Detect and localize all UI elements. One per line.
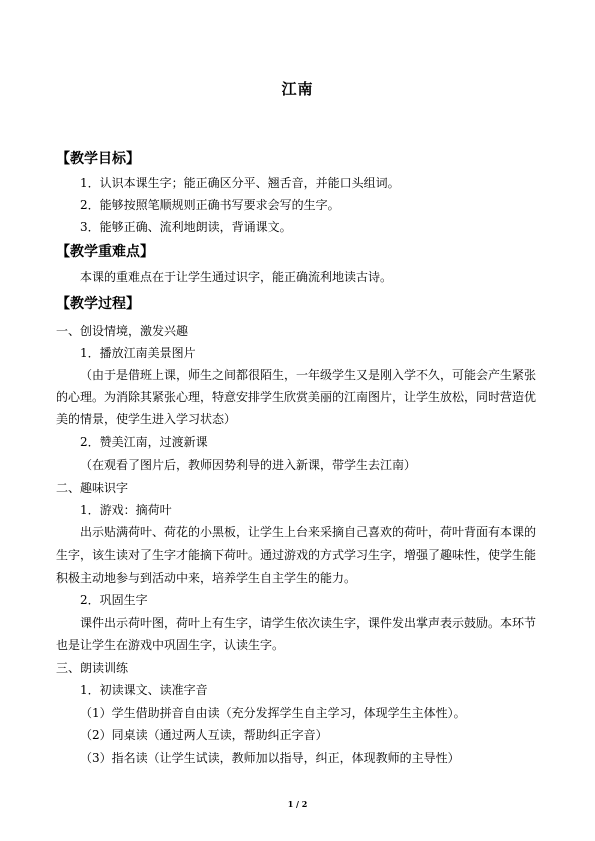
process-part3-sub1: （1）学生借助拼音自由读（充分发挥学生自主学习，体现学生主体性）。 (80, 706, 466, 720)
process-part3-title: 三、朗读训练 (56, 661, 129, 675)
process-part1-para1-line2: 的心理。为消除其紧张心理，特意安排学生欣赏美丽的江南图片，让学生放松，同时营造优 (56, 390, 537, 404)
section-heading-objectives: 【教学目标】 (56, 151, 140, 167)
page-number: 1 / 2 (287, 799, 308, 809)
document-title: 江南 (281, 80, 314, 98)
process-part2-step1: 1．游戏：摘荷叶 (80, 503, 172, 517)
process-part2-step2: 2．巩固生字 (80, 593, 148, 607)
process-part2-title: 二、趣味识字 (56, 481, 129, 495)
objective-item-2: 2．能够按照笔顺规则正确书写要求会写的生字。 (80, 198, 340, 212)
process-part2-para2-line2: 也是让学生在游戏中巩固生字，认读生字。 (56, 638, 285, 652)
process-part2-para1-line1: 出示贴满荷叶、荷花的小黑板，让学生上台来采摘自己喜欢的荷叶，荷叶背面有本课的 (80, 525, 537, 539)
process-part2-para1-line3: 积极主动地参与到活动中来，培养学生自主学生的能力。 (56, 571, 357, 585)
process-part3-step1: 1．初读课文、读准字音 (80, 683, 208, 697)
key-points-text: 本课的重难点在于让学生通过识字，能正确流利地读古诗。 (80, 270, 393, 284)
section-heading-key-points: 【教学重难点】 (56, 244, 154, 260)
objective-item-3: 3．能够正确、流利地朗读，背诵课文。 (80, 220, 292, 234)
objective-item-1: 1．认识本课生字；能正确区分平、翘舌音，并能口头组词。 (80, 176, 400, 190)
process-part3-sub3: （3）指名读（让学生试读，教师加以指导，纠正，体现教师的主导性） (80, 751, 460, 765)
process-part3-sub2: （2）同桌读（通过两人互读，帮助纠正字音） (80, 728, 328, 742)
process-part1-step2: 2．赞美江南，过渡新课 (80, 435, 208, 449)
process-part1-title: 一、创设情境，激发兴趣 (56, 324, 189, 338)
process-part1-para1-line3: 美的情景，使学生进入学习状态） (56, 412, 237, 426)
process-part1-para1-line1: （由于是借班上课，师生之间都很陌生，一年级学生又是刚入学不久，可能会产生紧张 (80, 368, 537, 382)
process-part2-para1-line2: 生字，该生读对了生字才能摘下荷叶。通过游戏的方式学习生字，增强了趣味性，使学生能 (56, 548, 537, 562)
process-part2-para2-line1: 课件出示荷叶图，荷叶上有生字，请学生依次读生字，课件发出掌声表示鼓励。本环节 (80, 616, 537, 630)
section-heading-process: 【教学过程】 (56, 296, 140, 312)
process-part1-step1: 1．播放江南美景图片 (80, 346, 196, 360)
process-part1-para2-line1: （在观看了图片后，教师因势利导的进入新课，带学生去江南） (80, 458, 417, 472)
